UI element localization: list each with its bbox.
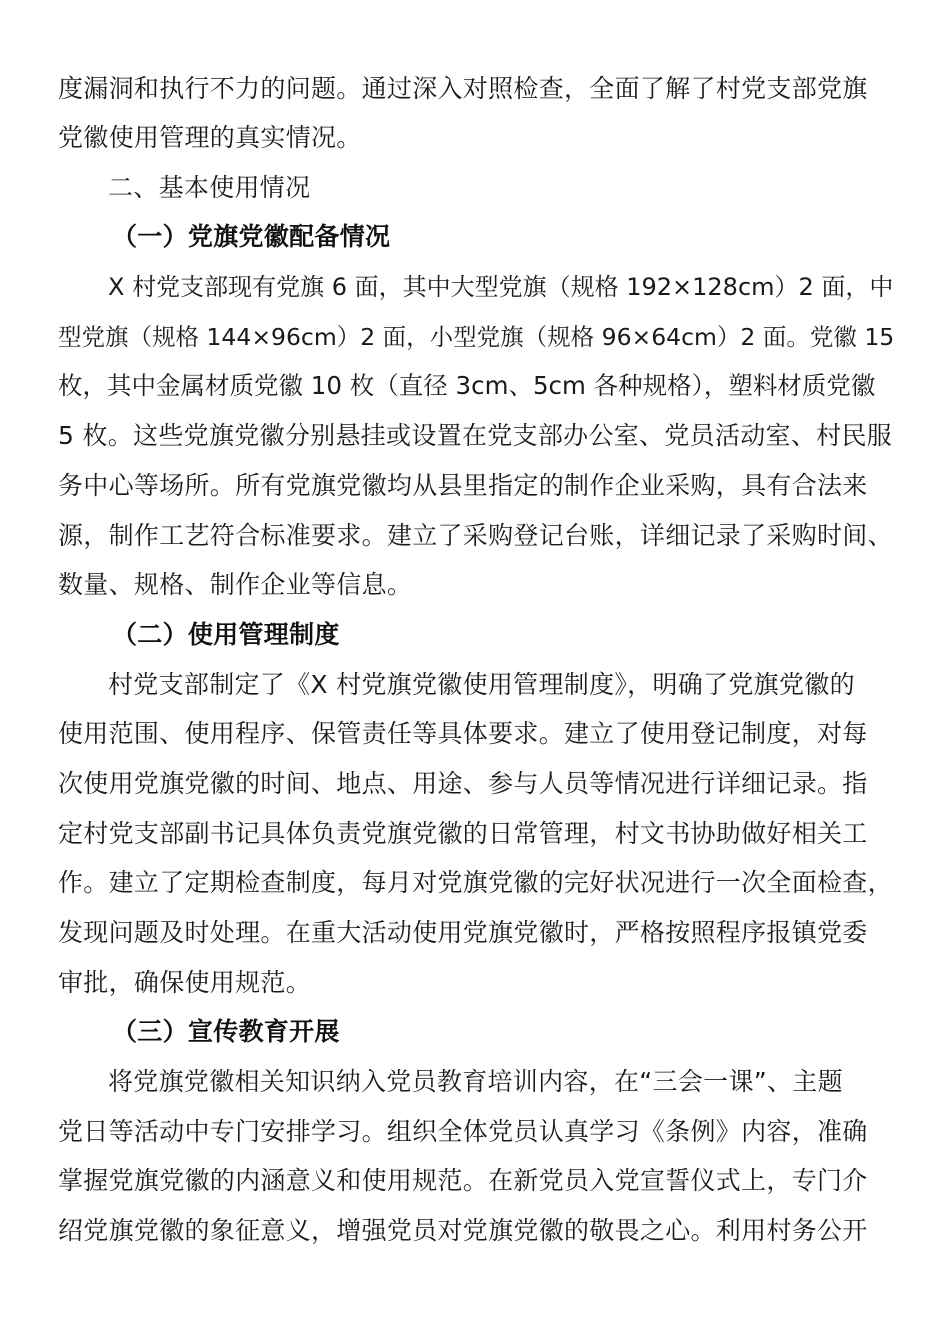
subsection-heading: （三）宣传教育开展: [112, 1017, 340, 1046]
paragraph-line: 将党旗党徽相关知识纳入党员教育培训内容，在“三会一课”、主题: [108, 1067, 843, 1096]
paragraph-line: 作。建立了定期检查制度，每月对党旗党徽的完好状况进行一次全面检查，: [58, 868, 893, 897]
paragraph-line: 掌握党旗党徽的内涵意义和使用规范。在新党员入党宣誓仪式上，专门介: [58, 1166, 868, 1195]
paragraph-line: 定村党支部副书记具体负责党旗党徽的日常管理，村文书协助做好相关工: [58, 819, 868, 848]
paragraph-line: X 村党支部现有党旗 6 面，其中大型党旗（规格 192×128cm）2 面，中: [108, 273, 894, 301]
paragraph-line: 5 枚。这些党旗党徽分别悬挂或设置在党支部办公室、党员活动室、村民服: [58, 421, 893, 450]
paragraph-line: 次使用党旗党徽的时间、地点、用途、参与人员等情况进行详细记录。指: [58, 769, 868, 798]
paragraph-line: 村党支部制定了《X 村党旗党徽使用管理制度》，明确了党旗党徽的: [108, 670, 855, 699]
paragraph-line: 绍党旗党徽的象征意义，增强党员对党旗党徽的敬畏之心。利用村务公开: [58, 1216, 868, 1245]
subsection-heading: （二）使用管理制度: [112, 620, 340, 649]
paragraph-line: 枚，其中金属材质党徽 10 枚（直径 3cm、5cm 各种规格），塑料材质党徽: [58, 371, 876, 400]
paragraph-line: 党日等活动中专门安排学习。组织全体党员认真学习《条例》内容，准确: [58, 1117, 868, 1146]
paragraph-line: 务中心等场所。所有党旗党徽均从县里指定的制作企业采购，具有合法来: [58, 471, 868, 500]
subsection-heading: （一）党旗党徽配备情况: [112, 222, 391, 251]
paragraph-line: 使用范围、使用程序、保管责任等具体要求。建立了使用登记制度，对每: [58, 719, 868, 748]
paragraph-line: 数量、规格、制作企业等信息。: [58, 570, 413, 599]
section-title: 二、基本使用情况: [108, 173, 311, 202]
paragraph-line: 源，制作工艺符合标准要求。建立了采购登记台账，详细记录了采购时间、: [58, 521, 893, 550]
paragraph-line: 发现问题及时处理。在重大活动使用党旗党徽时，严格按照程序报镇党委: [58, 918, 868, 947]
paragraph-line: 党徽使用管理的真实情况。: [58, 123, 362, 152]
paragraph-line: 度漏洞和执行不力的问题。通过深入对照检查，全面了解了村党支部党旗: [58, 74, 868, 103]
paragraph-line: 型党旗（规格 144×96cm）2 面，小型党旗（规格 96×64cm）2 面。党徽 15: [58, 323, 895, 351]
paragraph-line: 审批，确保使用规范。: [58, 968, 312, 997]
